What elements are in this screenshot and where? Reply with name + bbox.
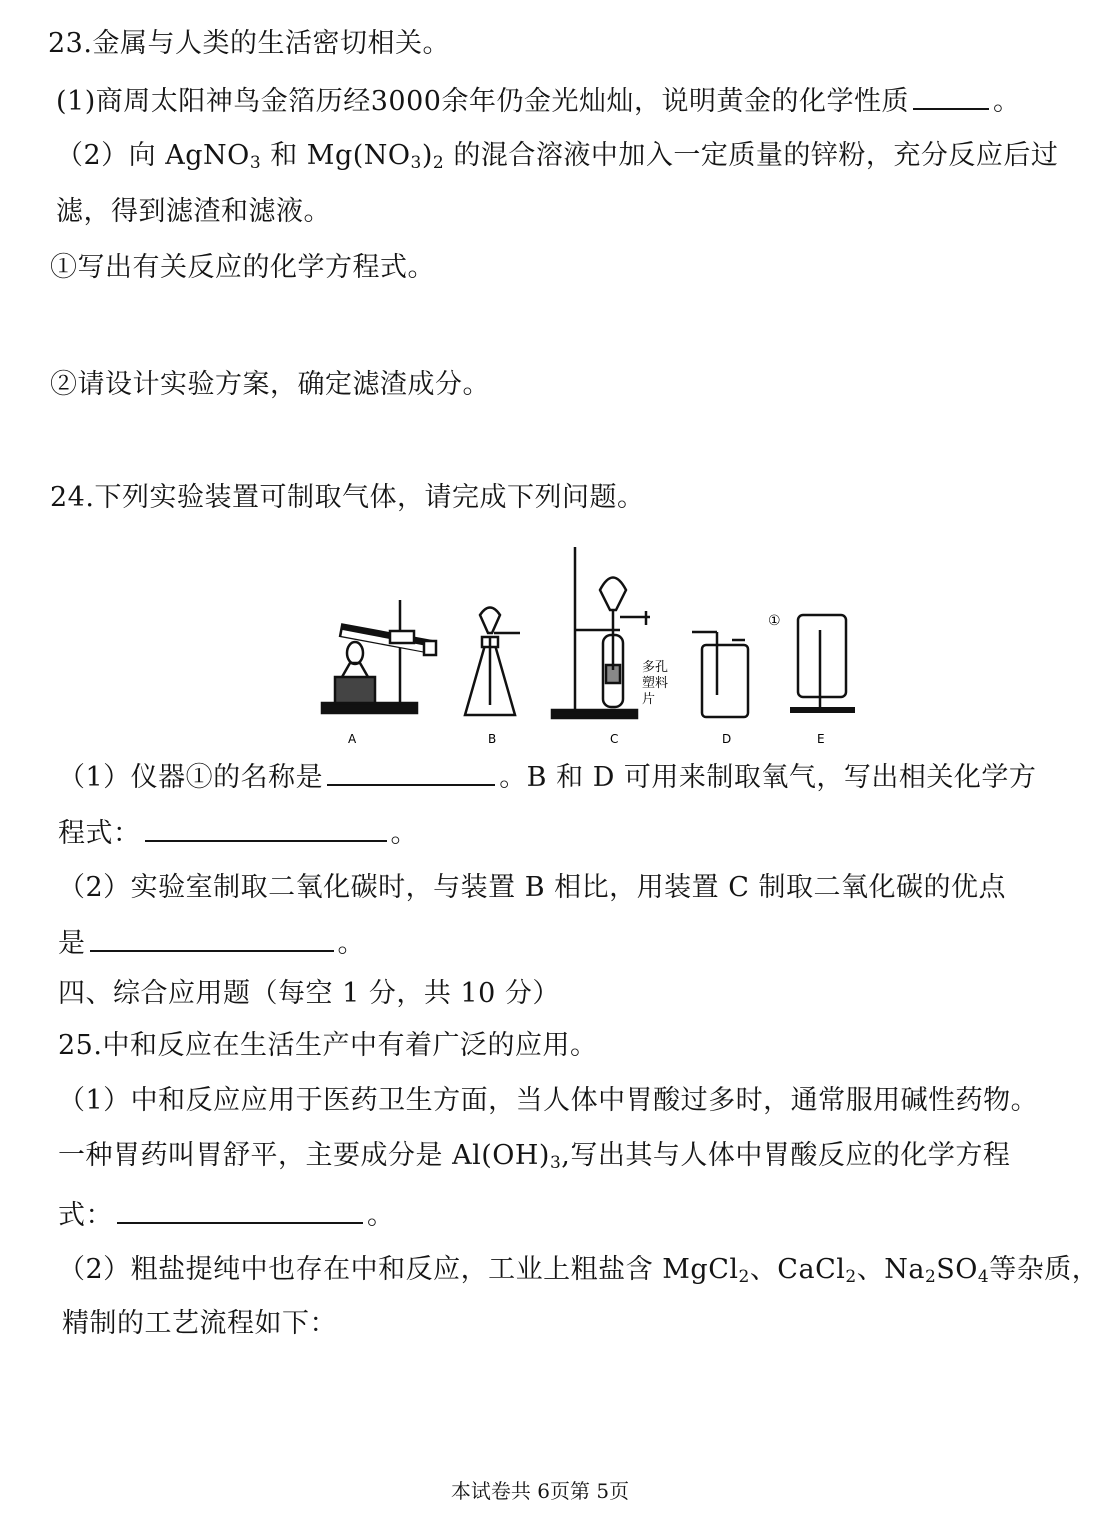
stand-base-a [322, 703, 417, 713]
q25-part1-c: 式： [58, 1200, 113, 1231]
page-footer: 本试卷共 6页第 5页 [450, 1479, 630, 1503]
q24-part2-cont [58, 924, 365, 962]
annotation-c: 片 [642, 692, 656, 707]
q23-part1-text: (1)商周太阳神鸟金箔历经3000余年仍金光灿灿，说明黄金的化学性质 [56, 86, 909, 117]
stand-base-c [552, 710, 637, 718]
q25-part1-end: 。 [367, 1200, 395, 1231]
q25-equation-blank[interactable] [117, 1196, 363, 1224]
q24-part1-end: 。 [390, 818, 418, 849]
annotation-c: 塑料 [642, 676, 669, 691]
alcohol-lamp [335, 677, 375, 703]
q25-part1: （1）中和反应应用于医药卫生方面，当人体中胃酸过多时，通常服用碱性药物。 [58, 1085, 1039, 1116]
flame [347, 642, 363, 664]
q24-title: 24.下列实验装置可制取气体，请完成下列问题。 [50, 482, 645, 513]
section-4-heading: 四、综合应用题（每空 1 分，共 10 分） [58, 978, 560, 1009]
q24-part2-a: 是 [58, 928, 86, 959]
q24-advantage-blank[interactable] [90, 924, 334, 952]
q23-part1-blank[interactable] [913, 82, 989, 110]
q25-part1-cont2 [58, 1196, 395, 1234]
q24-part1-c: 程式： [58, 818, 141, 849]
q24-part1-cont [58, 814, 418, 852]
q25-part2-sub4: 4 [977, 1267, 990, 1287]
q25-title: 25.中和反应在生活生产中有着广泛的应用。 [58, 1030, 598, 1061]
q25-part2-c: 、Na [856, 1254, 925, 1285]
fig-label: C [610, 732, 619, 746]
q24-part1 [58, 758, 1036, 796]
q23-part2-c: ) [421, 140, 433, 171]
q25-part2-d: SO [936, 1254, 978, 1285]
marker-e: ① [768, 613, 781, 629]
q23-part2-d: 的混合溶液中加入一定质量的锌粉，充分反应后过 [444, 140, 1059, 171]
q25-part2 [58, 1252, 1099, 1288]
q25-part1-sub: 3 [549, 1153, 562, 1173]
q25-part1-b: ,写出其与人体中胃酸反应的化学方程 [561, 1140, 1011, 1171]
bottle-e [798, 615, 846, 697]
q23-part2-a: （2）向 AgNO [56, 140, 250, 171]
q24-part2: （2）实验室制取二氧化碳时，与装置 B 相比，用装置 C 制取二氧化碳的优点 [58, 872, 1007, 903]
fig-label: B [488, 732, 497, 746]
q25-part2-sub1: 2 [738, 1267, 750, 1287]
stopper-a [424, 641, 436, 655]
q25-part1-a: 一种胃药叫胃舒平，主要成分是 Al(OH) [58, 1140, 550, 1171]
q23-part1 [56, 82, 1020, 120]
q23-part2-sub3: 2 [432, 153, 445, 173]
annotation-c: 多孔 [642, 660, 669, 675]
q24-equation-blank[interactable] [145, 814, 387, 842]
q23-part2-sub2: 3 [410, 153, 422, 173]
q24-part2-end: 。 [337, 928, 365, 959]
funnel-b [480, 608, 500, 634]
q25-part2-sub2: 2 [845, 1267, 857, 1287]
q24-part1-b: 。B 和 D 可用来制取氧气，写出相关化学方 [499, 762, 1037, 793]
clamp-a [390, 631, 414, 643]
q25-part2-b: 、CaCl [749, 1254, 846, 1285]
q23-part2 [56, 138, 1058, 174]
bottle-d [702, 645, 748, 717]
q23-part1-end: 。 [992, 86, 1021, 117]
q25-part2-sub3: 2 [924, 1267, 937, 1287]
fig-label: D [722, 732, 732, 746]
q25-part2-a: （2）粗盐提纯中也存在中和反应，工业上粗盐含 MgCl [58, 1254, 739, 1285]
sep-funnel-c [600, 578, 626, 611]
q25-part1-cont [58, 1138, 1010, 1174]
q23-part2-cont: 滤，得到滤渣和滤液。 [56, 196, 331, 227]
q23-title: 23.金属与人类的生活密切相关。 [48, 28, 450, 59]
q23-sub2: ②请设计实验方案，确定滤渣成分。 [50, 369, 490, 400]
apparatus-svg [320, 545, 860, 750]
q23-part2-b: 和 Mg(NO [261, 140, 411, 171]
q24-instrument-blank[interactable] [327, 758, 495, 786]
q23-sub1: ①写出有关反应的化学方程式。 [50, 252, 435, 283]
fig-label: A [348, 732, 357, 746]
apparatus-figure [320, 545, 860, 750]
q25-part2-e: 等杂质， [989, 1254, 1099, 1285]
fig-label: E [817, 732, 825, 746]
q24-part1-a: （1）仪器①的名称是 [58, 762, 324, 793]
q25-part2-cont: 精制的工艺流程如下： [62, 1308, 337, 1339]
q23-part2-sub1: 3 [249, 153, 262, 173]
